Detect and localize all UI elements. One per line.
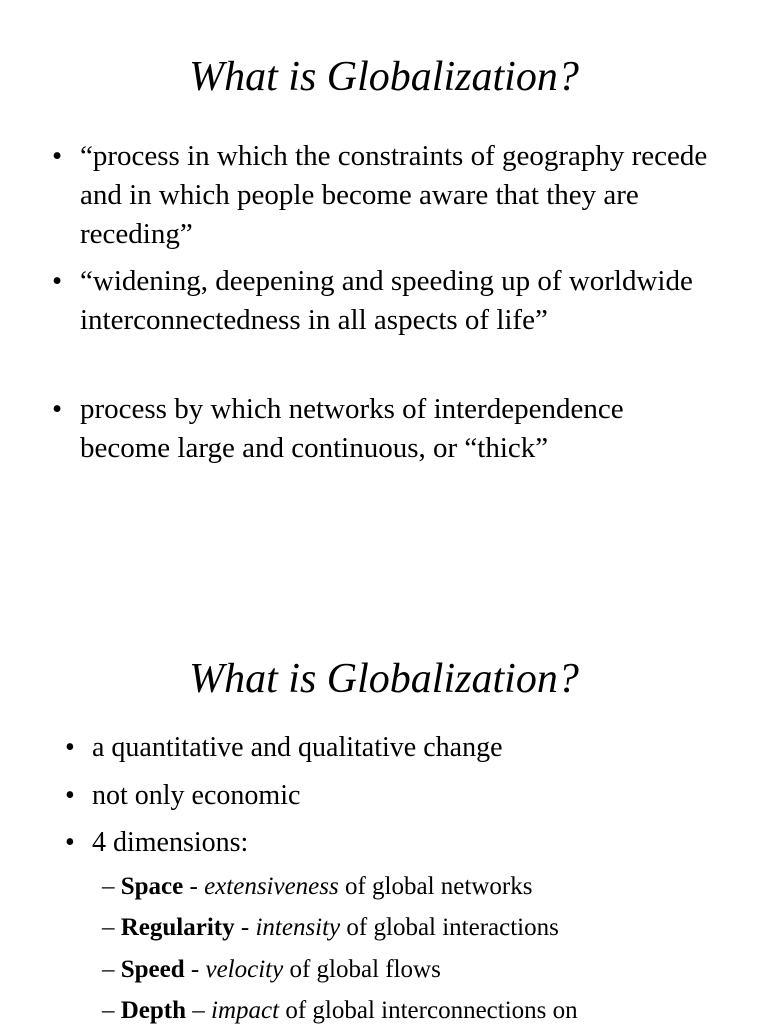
slide-2-title: What is Globalization? — [189, 656, 579, 702]
slide-1 — [0, 0, 768, 512]
slide-1-bullet-3 — [52, 390, 712, 468]
bullet-text: not only economic — [92, 780, 301, 811]
bullet-text: 4 dimensions: — [92, 827, 249, 858]
dimension-description: of global networks — [338, 873, 533, 900]
sub-dash: – — [102, 956, 115, 983]
bullet-dot: • — [52, 140, 63, 172]
bullet-text: process by which networks of interdependence become large and continuous, or “thick” — [80, 393, 624, 464]
bullet-text: “widening, deepening and speeding up of worldwide interconnectedness in all aspects of life” — [80, 265, 693, 336]
dimension-description: of global flows — [283, 956, 441, 983]
dimension-separator: - — [234, 914, 256, 941]
dimension-space — [102, 872, 742, 902]
slide-2-bullet-1 — [65, 731, 705, 765]
bullet-dot: • — [65, 780, 75, 811]
bullet-text: “process in which the constraints of geography recede and in which people become aware that they are receding” — [80, 140, 708, 250]
dimension-term: Depth — [120, 997, 187, 1024]
sub-dash: – — [102, 914, 115, 941]
dimension-description: of global interactions — [340, 914, 559, 941]
dimension-description: of global interconnections on — [279, 997, 578, 1024]
dimension-aspect: velocity — [205, 956, 284, 983]
dimension-term: Space — [120, 873, 184, 900]
dimension-aspect: extensiveness — [204, 873, 339, 900]
slide-2-bullet-3 — [65, 826, 705, 860]
bullet-dot: • — [52, 265, 63, 297]
dimension-aspect: impact — [211, 997, 280, 1024]
sub-dash: – — [102, 997, 115, 1024]
dimension-term: Speed — [120, 956, 185, 983]
dimension-aspect: intensity — [255, 914, 341, 941]
bullet-dot: • — [52, 393, 63, 425]
dimension-speed — [102, 955, 742, 985]
bullet-dot: • — [65, 732, 75, 763]
dimension-term: Regularity — [120, 914, 235, 941]
bullet-dot: • — [65, 827, 75, 858]
slide-1-bullet-2 — [52, 262, 712, 340]
slide-2 — [0, 640, 768, 1024]
dimension-separator: - — [183, 873, 205, 900]
slide-1-title: What is Globalization? — [189, 54, 579, 100]
slide-1-bullet-1 — [52, 137, 712, 254]
sub-dash: – — [102, 873, 115, 900]
dimension-separator: – — [186, 997, 212, 1024]
dimension-separator: - — [184, 956, 206, 983]
slide-2-bullet-2 — [65, 779, 705, 813]
dimension-depth — [102, 996, 742, 1026]
bullet-text: a quantitative and qualitative change — [92, 732, 503, 763]
dimension-regularity — [102, 913, 742, 943]
